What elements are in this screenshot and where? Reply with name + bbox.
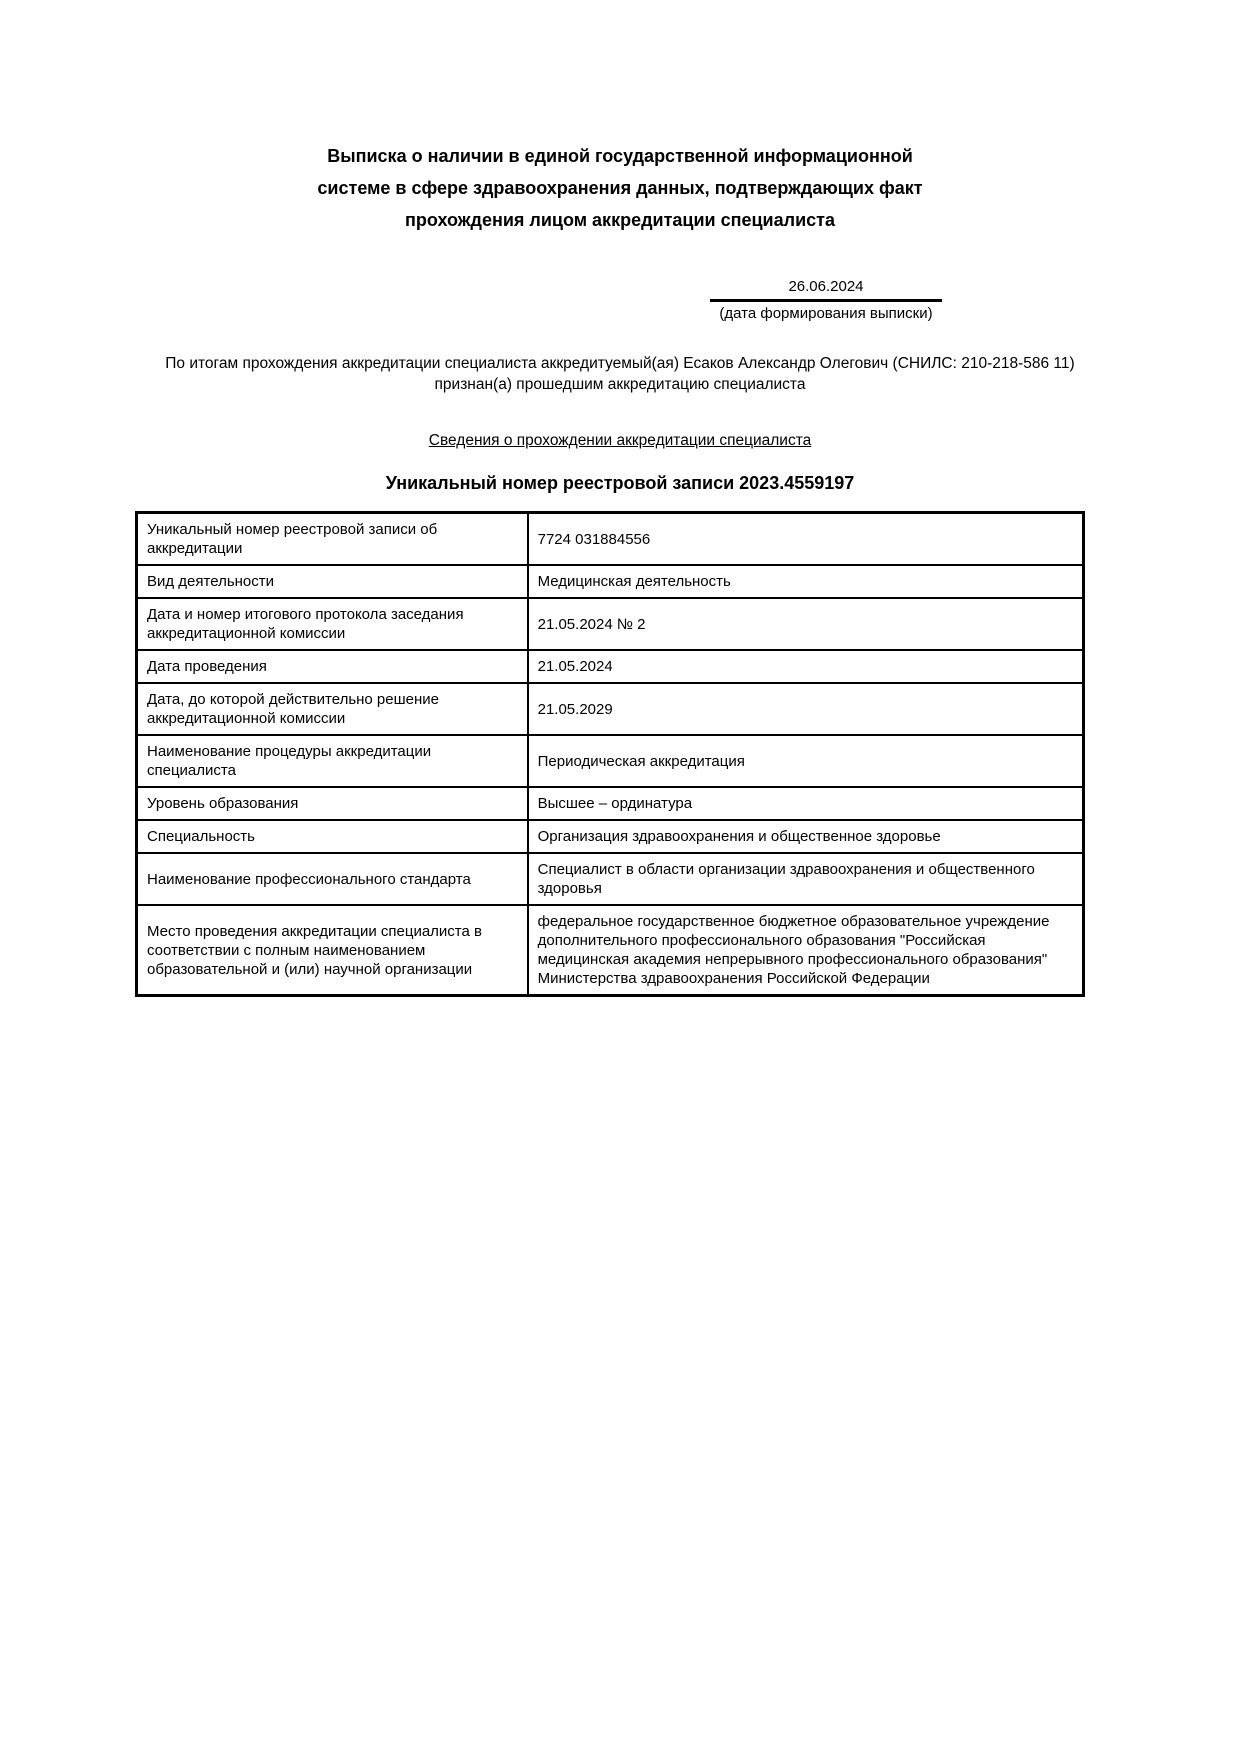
table-row: [137, 787, 1084, 820]
row-label: Дата и номер итогового протокола заседания аккредитационной комиссии: [137, 598, 528, 650]
row-label: Уникальный номер реестровой записи об аккредитации: [137, 513, 528, 566]
document-title-line: Выписка о наличии в единой государственной информационной: [327, 146, 913, 166]
row-label: Вид деятельности: [137, 565, 528, 598]
row-label: Дата проведения: [137, 650, 528, 683]
row-value: Организация здравоохранения и общественное здоровье: [528, 820, 1084, 853]
row-value: 7724 031884556: [528, 513, 1084, 566]
row-label: Дата, до которой действительно решение аккредитационной комиссии: [137, 683, 528, 735]
row-label: Наименование процедуры аккредитации специалиста: [137, 735, 528, 787]
registry-record-heading: Уникальный номер реестровой записи 2023.4559197: [385, 473, 855, 493]
row-value: 21.05.2029: [528, 683, 1084, 735]
section-heading: Сведения о прохождении аккредитации специалиста: [428, 432, 812, 449]
row-value: 21.05.2024 № 2: [528, 598, 1084, 650]
table-row: [137, 565, 1084, 598]
accreditation-table-body: [137, 513, 1084, 996]
row-value: Периодическая аккредитация: [528, 735, 1084, 787]
table-row: [137, 735, 1084, 787]
row-value: Специалист в области организации здравоохранения и общественного здоровья: [528, 853, 1084, 905]
accreditation-details-table: [135, 511, 1085, 997]
row-label: Специальность: [137, 820, 528, 853]
document-title-line: прохождения лицом аккредитации специалиста: [405, 210, 835, 230]
row-label: Наименование профессионального стандарта: [137, 853, 528, 905]
extract-date-caption: (дата формирования выписки): [719, 305, 933, 322]
row-label: Место проведения аккредитации специалиста в соответствии с полным наименованием образовательной и (или) научной организации: [137, 905, 528, 996]
accreditation-result-paragraph: По итогам прохождения аккредитации специалиста аккредитуемый(ая) Есаков Александр Олегович (СНИЛС: 210-218-586 11) признан(а) прошедшим аккредитацию специалиста: [165, 355, 1075, 393]
extract-date-block: [710, 278, 942, 323]
table-row: [137, 853, 1084, 905]
document-title: [135, 140, 1105, 236]
row-value: Медицинская деятельность: [528, 565, 1084, 598]
table-row: [137, 513, 1084, 566]
table-row: [137, 650, 1084, 683]
row-value: 21.05.2024: [528, 650, 1084, 683]
row-label: Уровень образования: [137, 787, 528, 820]
extract-date: 26.06.2024: [710, 278, 942, 302]
table-row: [137, 683, 1084, 735]
row-value: федеральное государственное бюджетное образовательное учреждение дополнительного профессионального образования "Российская медицинская академия непрерывного профессионального образования" Министерства здравоохранения Российской Федерации: [528, 905, 1084, 996]
table-row: [137, 598, 1084, 650]
table-row: [137, 820, 1084, 853]
document-title-line: системе в сфере здравоохранения данных, подтверждающих факт: [317, 178, 923, 198]
row-value: Высшее – ординатура: [528, 787, 1084, 820]
table-row: [137, 905, 1084, 996]
